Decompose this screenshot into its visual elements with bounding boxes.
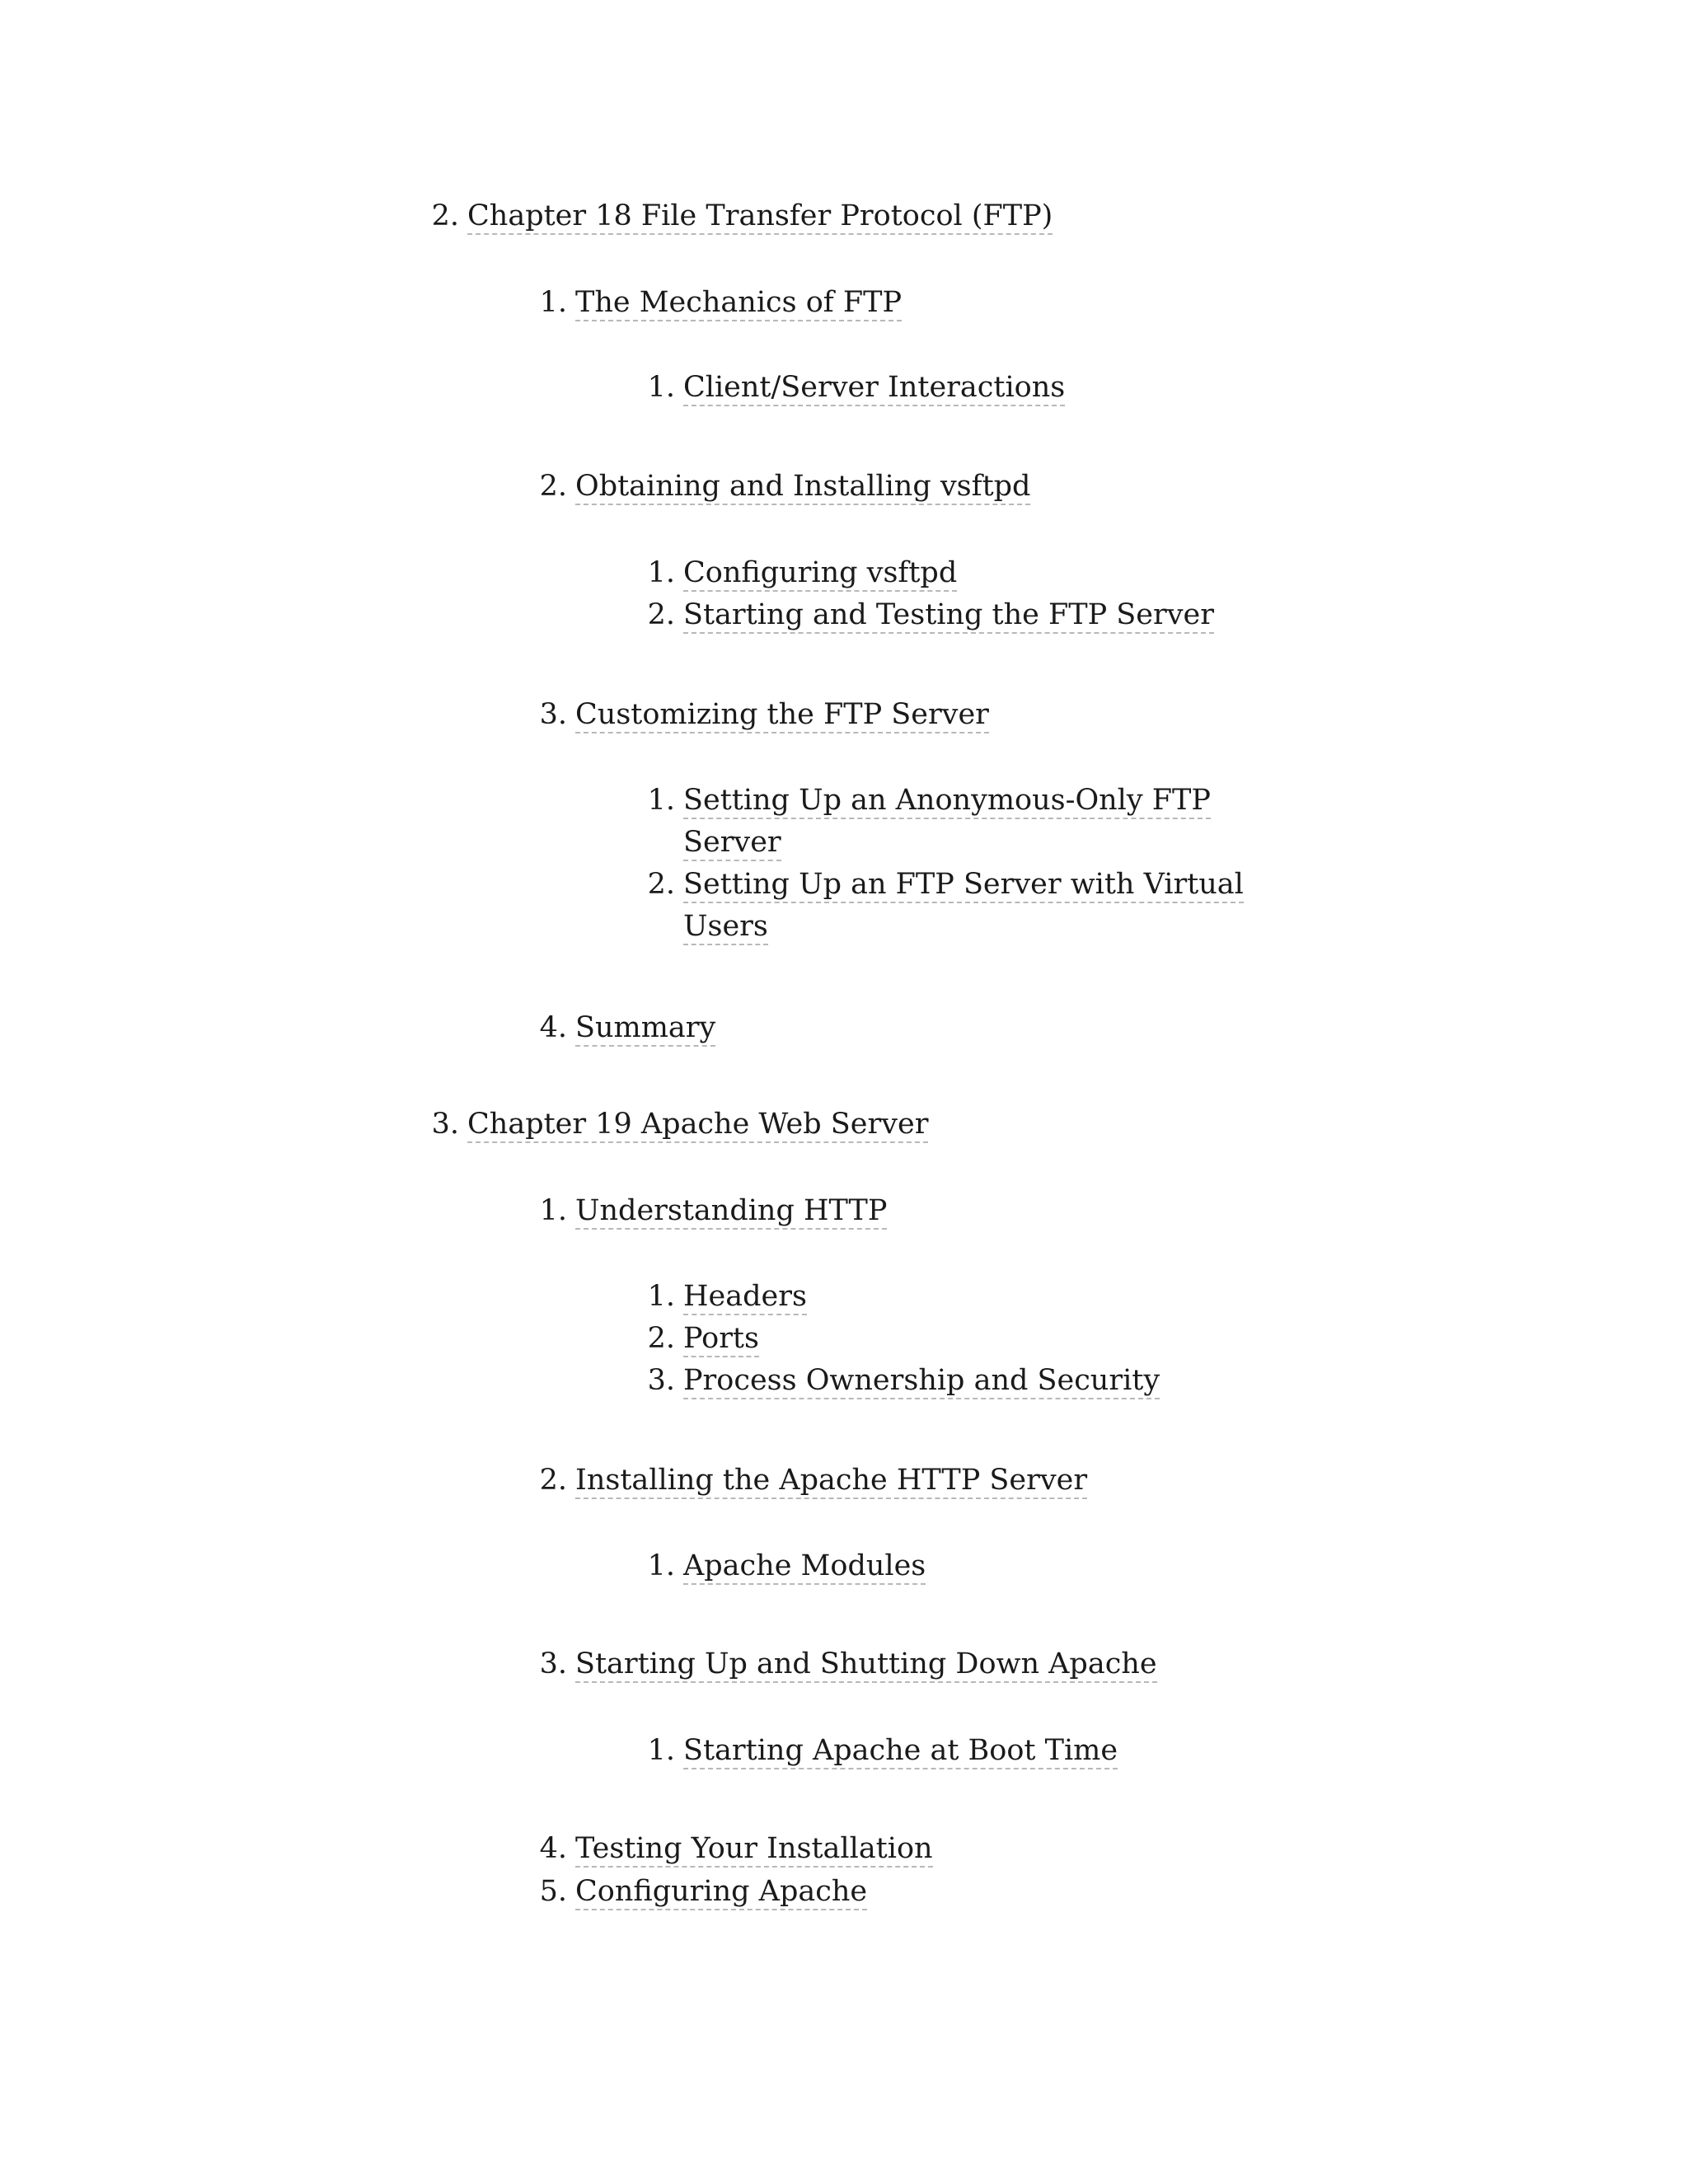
list-number: 2. (647, 1322, 675, 1355)
toc-subsection-anonymous-ftp (647, 780, 1211, 864)
toc-section-understanding-http (539, 1190, 888, 1232)
toc-chapter-18 (431, 195, 1053, 237)
list-number: 1. (647, 784, 675, 817)
list-number: 1. (647, 1280, 675, 1313)
toc-link-mechanics-of-ftp[interactable]: The Mechanics of FTP (575, 286, 902, 321)
toc-section-obtaining-vsftpd (539, 466, 1031, 508)
toc-section-installing-apache (539, 1460, 1088, 1502)
toc-section-starting-shutting-apache (539, 1643, 1157, 1685)
list-number: 4. (539, 1832, 567, 1865)
list-number: 3. (647, 1364, 675, 1397)
toc-subsection-starting-testing-ftp (647, 594, 1214, 636)
toc-subsection-process-ownership (647, 1360, 1160, 1402)
toc-link-headers[interactable]: Headers (683, 1280, 807, 1315)
toc-chapter-19 (431, 1104, 929, 1146)
toc-subsection-client-server (647, 367, 1066, 409)
list-number: 3. (539, 1647, 567, 1680)
toc-section-customizing-ftp (539, 694, 989, 736)
list-number: 1. (539, 286, 567, 319)
toc-link-customizing-ftp[interactable]: Customizing the FTP Server (575, 698, 989, 733)
list-number: 3. (539, 698, 567, 731)
toc-link-chapter-18[interactable]: Chapter 18 File Transfer Protocol (FTP) (467, 199, 1053, 235)
toc-section-mechanics-of-ftp (539, 282, 903, 324)
toc-link-anonymous-ftp-line1[interactable]: Setting Up an Anonymous-Only FTP (683, 784, 1211, 819)
toc-link-summary[interactable]: Summary (575, 1011, 715, 1047)
list-number: 1. (647, 371, 675, 404)
list-number: 2. (539, 1464, 567, 1497)
toc-subsection-apache-boot-time (647, 1730, 1118, 1772)
list-number: 1. (647, 1549, 675, 1582)
toc-link-virtual-users-line2[interactable]: Users (683, 910, 768, 945)
toc-link-apache-modules[interactable]: Apache Modules (683, 1549, 926, 1585)
list-number: 2. (647, 598, 675, 631)
toc-link-anonymous-ftp-line2[interactable]: Server (683, 826, 781, 861)
toc-link-configuring-vsftpd[interactable]: Configuring vsftpd (683, 556, 957, 592)
toc-section-testing-installation (539, 1828, 933, 1870)
toc-link-starting-shutting-apache[interactable]: Starting Up and Shutting Down Apache (575, 1647, 1157, 1683)
toc-link-starting-testing-ftp[interactable]: Starting and Testing the FTP Server (683, 598, 1214, 634)
list-number: 2. (539, 470, 567, 503)
toc-link-obtaining-vsftpd[interactable]: Obtaining and Installing vsftpd (575, 470, 1030, 505)
list-number: 1. (539, 1194, 567, 1227)
toc-subsection-virtual-users (647, 864, 1244, 948)
list-number: 3. (431, 1108, 459, 1141)
toc-section-summary (539, 1007, 716, 1049)
toc-link-ports[interactable]: Ports (683, 1322, 759, 1357)
list-number: 2. (431, 199, 459, 232)
toc-subsection-headers (647, 1276, 807, 1318)
toc-subsection-ports (647, 1318, 759, 1360)
list-number: 4. (539, 1011, 567, 1044)
toc-link-installing-apache[interactable]: Installing the Apache HTTP Server (575, 1464, 1087, 1499)
toc-section-configuring-apache (539, 1871, 868, 1913)
toc-link-chapter-19[interactable]: Chapter 19 Apache Web Server (467, 1108, 928, 1143)
toc-link-apache-boot-time[interactable]: Starting Apache at Boot Time (683, 1734, 1118, 1769)
toc-link-client-server[interactable]: Client/Server Interactions (683, 371, 1065, 406)
list-number: 5. (539, 1875, 567, 1908)
list-number: 1. (647, 556, 675, 589)
toc-subsection-apache-modules (647, 1545, 926, 1587)
toc-link-understanding-http[interactable]: Understanding HTTP (575, 1194, 887, 1230)
toc-link-testing-installation[interactable]: Testing Your Installation (575, 1832, 933, 1868)
toc-subsection-configuring-vsftpd (647, 552, 958, 594)
list-number: 2. (647, 868, 675, 901)
list-number: 1. (647, 1734, 675, 1767)
toc-link-process-ownership[interactable]: Process Ownership and Security (683, 1364, 1160, 1399)
toc-link-configuring-apache[interactable]: Configuring Apache (575, 1875, 867, 1910)
toc-link-virtual-users-line1[interactable]: Setting Up an FTP Server with Virtual (683, 868, 1244, 903)
